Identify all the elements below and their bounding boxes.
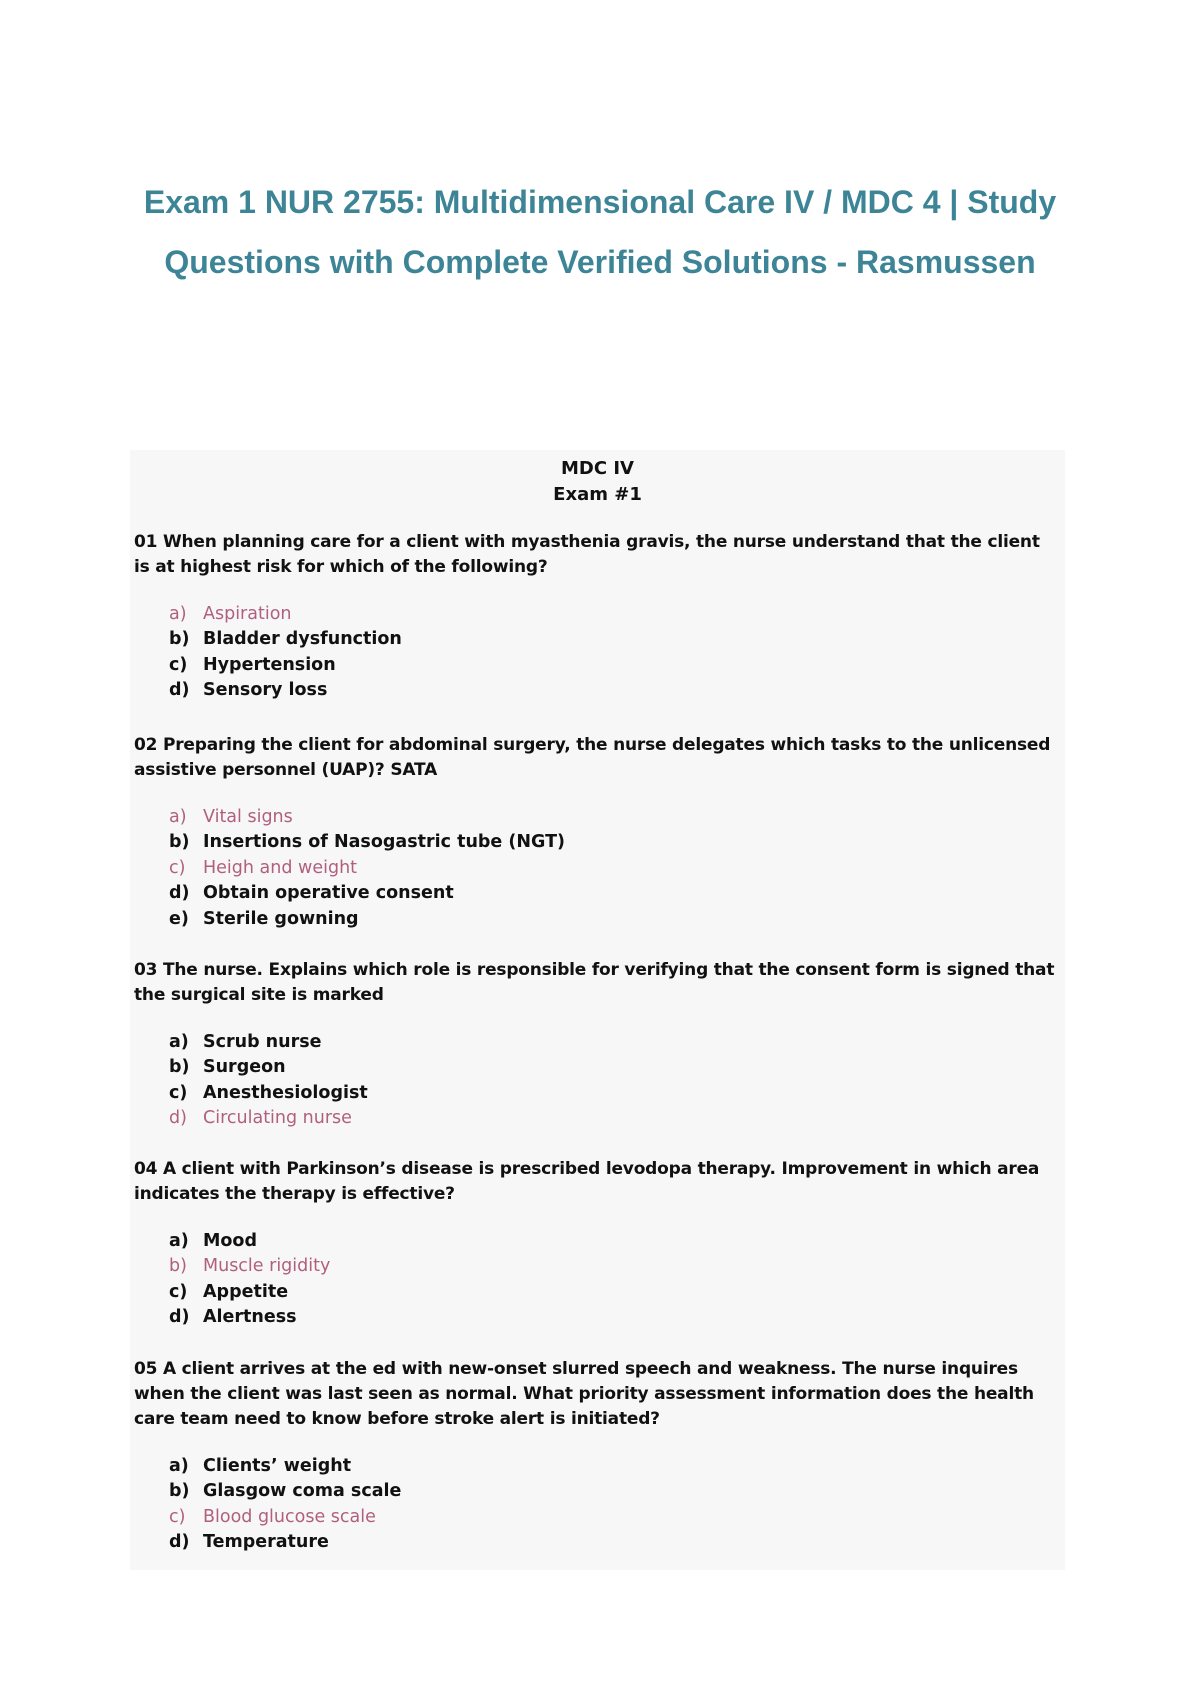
question-5-option-c xyxy=(169,1505,1059,1530)
option-letter: c) xyxy=(169,654,188,675)
option-letter: c) xyxy=(169,1506,186,1527)
question-3 xyxy=(134,958,1059,1132)
question-1-option-a xyxy=(169,602,1059,627)
option-letter: c) xyxy=(169,1281,188,1302)
option-label: Glasgow coma scale xyxy=(203,1481,402,1502)
question-1-option-c xyxy=(169,653,1059,678)
question-2-option-b xyxy=(169,830,1059,855)
question-5-option-b xyxy=(169,1479,1059,1504)
question-4-option-d xyxy=(169,1305,1059,1330)
option-label: Appetite xyxy=(203,1281,289,1302)
option-label: Obtain operative consent xyxy=(203,883,454,904)
option-letter: c) xyxy=(169,857,186,878)
question-2-option-c xyxy=(169,856,1059,881)
option-label: Mood xyxy=(203,1231,257,1251)
question-4 xyxy=(134,1157,1059,1331)
option-label: Circulating nurse xyxy=(203,1108,352,1129)
option-letter: b) xyxy=(169,832,190,853)
question-1-options xyxy=(169,602,1059,704)
option-letter: b) xyxy=(169,1057,190,1078)
document-title-line-2: Questions with Complete Verified Solutions - Rasmussen xyxy=(164,244,1036,280)
question-2-option-d xyxy=(169,881,1059,906)
option-label: Sterile gowning xyxy=(203,908,359,929)
question-2-text: 02 Preparing the client for abdominal surgery, the nurse delegates which tasks to the unlicensed assistive personnel (UAP)? SATA xyxy=(134,735,1051,780)
option-label: Heigh and weight xyxy=(203,857,358,878)
question-5-option-d xyxy=(169,1530,1059,1555)
option-letter: b) xyxy=(169,629,190,650)
option-letter: a) xyxy=(169,604,187,624)
option-label: Temperature xyxy=(203,1532,329,1553)
question-2-option-e xyxy=(169,907,1059,932)
question-3-option-c xyxy=(169,1081,1059,1106)
option-label: Alertness xyxy=(203,1307,297,1328)
option-label: Clients’ weight xyxy=(203,1456,352,1476)
option-letter: d) xyxy=(169,1532,190,1553)
question-4-options xyxy=(169,1229,1059,1331)
option-letter: d) xyxy=(169,680,190,701)
document-title xyxy=(80,172,1120,292)
option-letter: d) xyxy=(169,1108,187,1129)
question-2-option-a xyxy=(169,805,1059,830)
option-letter: a) xyxy=(169,1231,189,1251)
question-3-option-b xyxy=(169,1055,1059,1080)
option-letter: e) xyxy=(169,908,189,929)
option-label: Insertions of Nasogastric tube (NGT) xyxy=(203,832,566,853)
question-5-option-a xyxy=(169,1454,1059,1479)
option-label: Muscle rigidity xyxy=(203,1256,331,1277)
question-4-text: 04 A client with Parkinson’s disease is prescribed levodopa therapy. Improvement in which area indicates the therapy is effective? xyxy=(134,1159,1040,1204)
question-5-options xyxy=(169,1454,1059,1556)
exam-header xyxy=(130,456,1065,508)
question-3-text: 03 The nurse. Explains which role is responsible for verifying that the consent form is signed that the surgical site is marked xyxy=(134,960,1055,1005)
exam-name: Exam #1 xyxy=(553,484,642,505)
option-letter: b) xyxy=(169,1481,190,1502)
question-2 xyxy=(134,733,1059,932)
question-3-option-a xyxy=(169,1030,1059,1055)
question-5-text: 05 A client arrives at the ed with new-onset slurred speech and weakness. The nurse inquires when the client was last seen as normal. What priority assessment information does the health care team need to know before stroke alert is initiated? xyxy=(134,1359,1034,1429)
question-4-option-b xyxy=(169,1254,1059,1279)
option-letter: b) xyxy=(169,1256,187,1277)
question-3-option-d xyxy=(169,1106,1059,1131)
option-letter: d) xyxy=(169,1307,190,1328)
question-4-option-c xyxy=(169,1280,1059,1305)
option-label: Anesthesiologist xyxy=(203,1082,368,1103)
question-3-options xyxy=(169,1030,1059,1132)
option-label: Vital signs xyxy=(203,807,293,827)
exam-course: MDC IV xyxy=(561,458,634,479)
question-1 xyxy=(134,530,1059,704)
document-title-line-1: Exam 1 NUR 2755: Multidimensional Care IV / MDC 4 | Study xyxy=(143,184,1057,220)
option-label: Hypertension xyxy=(203,654,336,675)
option-label: Surgeon xyxy=(203,1057,286,1078)
option-letter: a) xyxy=(169,1032,189,1052)
question-5 xyxy=(134,1357,1059,1556)
option-label: Bladder dysfunction xyxy=(203,629,402,650)
option-label: Blood glucose scale xyxy=(203,1506,376,1527)
option-letter: c) xyxy=(169,1082,188,1103)
option-label: Sensory loss xyxy=(203,680,328,701)
question-1-text: 01 When planning care for a client with myasthenia gravis, the nurse understand that the client is at highest risk for which of the following? xyxy=(134,532,1040,577)
question-1-option-b xyxy=(169,627,1059,652)
question-2-options xyxy=(169,805,1059,932)
option-letter: a) xyxy=(169,1456,189,1476)
option-letter: a) xyxy=(169,807,187,827)
question-1-option-d xyxy=(169,678,1059,703)
option-label: Aspiration xyxy=(203,604,292,624)
question-4-option-a xyxy=(169,1229,1059,1254)
option-letter: d) xyxy=(169,883,190,904)
option-label: Scrub nurse xyxy=(203,1032,322,1052)
